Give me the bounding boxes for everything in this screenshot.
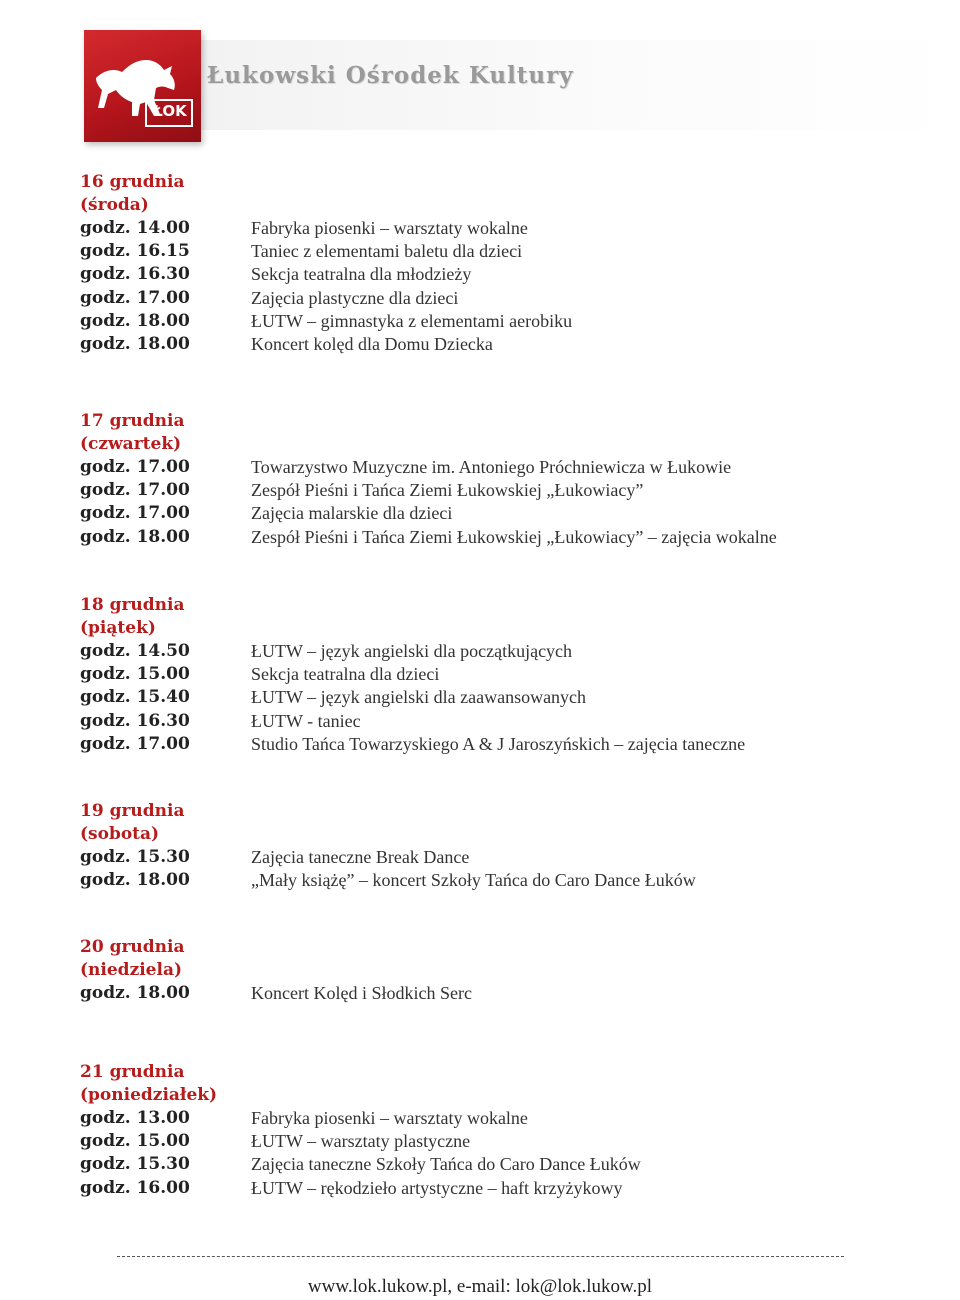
footer-contact: www.lok.lukow.pl, e-mail: lok@lok.lukow.pl — [307, 1276, 653, 1297]
event-row — [80, 640, 880, 663]
day-section — [80, 171, 880, 356]
event-row — [80, 287, 880, 310]
event-time: godz. 17.00 — [80, 733, 190, 754]
event-row — [80, 479, 880, 502]
day-section — [80, 410, 880, 549]
day-weekday: (niedziela) — [80, 960, 183, 980]
event-title: Koncert kolęd dla Domu Dziecka — [251, 334, 493, 355]
event-time: godz. 17.00 — [80, 287, 190, 308]
event-title: Fabryka piosenki – warsztaty wokalne — [251, 1108, 528, 1128]
event-title: ŁUTW - taniec — [251, 710, 361, 731]
day-date: 18 grudnia — [80, 595, 185, 615]
organization-name: Łukowski Ośrodek Kultury — [207, 62, 574, 89]
event-title: ŁUTW – warsztaty plastyczne — [251, 1131, 471, 1152]
event-time: godz. 15.00 — [80, 1131, 190, 1152]
event-title: Zajęcia taneczne Break Dance — [251, 847, 470, 867]
day-section — [80, 594, 880, 756]
horse-icon — [84, 30, 201, 142]
event-time: godz. 18.00 — [80, 526, 190, 547]
event-title: ŁUTW – gimnastyka z elementami aerobiku — [251, 310, 573, 331]
day-section — [80, 936, 880, 1005]
event-row — [80, 263, 880, 286]
event-time: godz. 15.30 — [80, 847, 190, 867]
event-row — [80, 310, 880, 333]
event-title: ŁUTW – język angielski dla początkujących — [251, 641, 573, 661]
event-time: godz. 17.00 — [80, 480, 190, 501]
event-title: Towarzystwo Muzyczne im. Antoniego Próchniewicza w Łukowie — [251, 457, 732, 477]
event-title: Zajęcia malarskie dla dzieci — [251, 503, 453, 524]
event-time: godz. 14.50 — [80, 641, 190, 661]
event-row — [80, 526, 880, 549]
event-row — [80, 1107, 880, 1130]
event-title: Sekcja teatralna dla dzieci — [251, 664, 440, 685]
event-title: Taniec z elementami baletu dla dzieci — [251, 241, 523, 262]
day-date: 17 grudnia — [80, 411, 185, 431]
lok-logo — [84, 30, 201, 142]
event-time: godz. 15.30 — [80, 1154, 190, 1175]
day-date: 20 grudnia — [80, 937, 185, 957]
day-weekday: (sobota) — [80, 824, 160, 844]
event-time: godz. 14.00 — [80, 218, 190, 238]
day-section — [80, 1061, 880, 1200]
event-row — [80, 1177, 880, 1200]
event-time: godz. 16.15 — [80, 241, 190, 262]
event-row — [80, 982, 880, 1005]
event-row — [80, 710, 880, 733]
event-time: godz. 17.00 — [80, 457, 190, 477]
event-time: godz. 15.00 — [80, 664, 190, 685]
event-row — [80, 456, 880, 479]
event-row — [80, 663, 880, 686]
event-row — [80, 1153, 880, 1176]
event-title: Fabryka piosenki – warsztaty wokalne — [251, 218, 528, 238]
day-date: 21 grudnia — [80, 1062, 185, 1082]
event-title: ŁUTW – język angielski dla zaawansowanych — [251, 687, 587, 708]
event-title: ŁUTW – rękodzieło artystyczne – haft krzyżykowy — [251, 1177, 623, 1198]
day-date: 19 grudnia — [80, 801, 185, 821]
event-time: godz. 18.00 — [80, 310, 190, 331]
day-weekday: (czwartek) — [80, 434, 182, 454]
event-row — [80, 217, 880, 240]
event-row — [80, 333, 880, 356]
event-title: Sekcja teatralna dla młodzieży — [251, 264, 472, 285]
event-title: Studio Tańca Towarzyskiego A & J Jaroszyńskich – zajęcia taneczne — [251, 733, 746, 754]
event-title: Zajęcia plastyczne dla dzieci — [251, 287, 459, 308]
day-weekday: (poniedziałek) — [80, 1085, 218, 1105]
event-time: godz. 16.30 — [80, 710, 190, 731]
event-title: „Mały książę” – koncert Szkoły Tańca do Caro Dance Łuków — [251, 870, 696, 891]
day-section — [80, 800, 880, 892]
event-time: godz. 18.00 — [80, 334, 190, 355]
event-time: godz. 18.00 — [80, 870, 190, 891]
event-time: godz. 13.00 — [80, 1108, 190, 1128]
event-title: Zespół Pieśni i Tańca Ziemi Łukowskiej „Łukowiacy” — [251, 480, 644, 501]
day-date: 16 grudnia — [80, 172, 185, 192]
event-row — [80, 240, 880, 263]
event-row — [80, 1130, 880, 1153]
logo-text: ŁOK — [153, 102, 187, 120]
event-title: Koncert Kolęd i Słodkich Serc — [251, 983, 472, 1003]
day-weekday: (piątek) — [80, 618, 156, 638]
footer-divider — [117, 1256, 844, 1257]
event-row — [80, 869, 880, 892]
day-weekday: (środa) — [80, 195, 149, 215]
event-time: godz. 16.30 — [80, 264, 190, 285]
event-time: godz. 18.00 — [80, 983, 190, 1003]
event-title: Zespół Pieśni i Tańca Ziemi Łukowskiej „Łukowiacy” – zajęcia wokalne — [251, 526, 777, 547]
event-row — [80, 733, 880, 756]
event-row — [80, 686, 880, 709]
page-header — [0, 0, 960, 150]
event-row — [80, 502, 880, 525]
event-time: godz. 16.00 — [80, 1177, 190, 1198]
event-title: Zajęcia taneczne Szkoły Tańca do Caro Dance Łuków — [251, 1154, 641, 1175]
event-time: godz. 17.00 — [80, 503, 190, 524]
event-time: godz. 15.40 — [80, 687, 190, 708]
event-row — [80, 846, 880, 869]
